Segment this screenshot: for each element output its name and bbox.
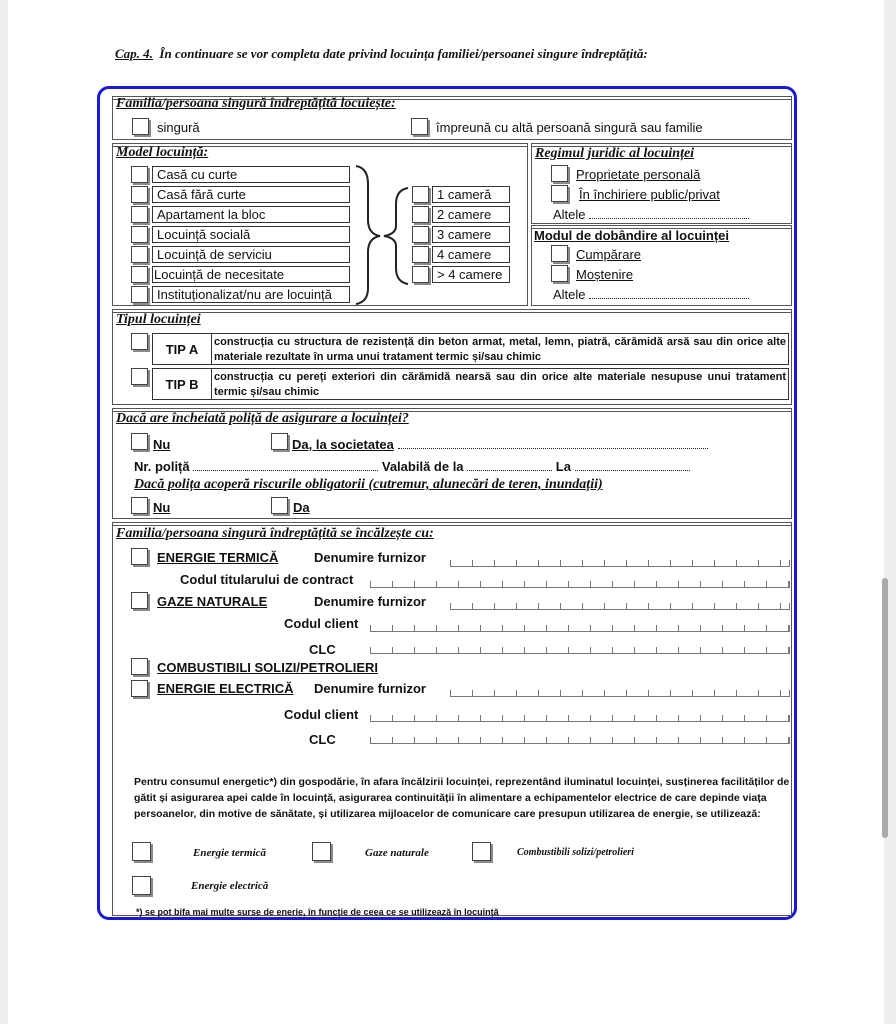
checkbox-use-solid[interactable] [472, 842, 491, 861]
label-use-gas: Gaze naturale [365, 847, 429, 859]
label-use-thermal: Energie termică [193, 847, 267, 859]
thermal-contract-label: Codul titularului de contract [180, 572, 354, 587]
label-type-3: Locuință socială [152, 226, 350, 243]
gas-clc-label: CLC [309, 642, 336, 657]
label-use-electric: Energie electrică [191, 880, 269, 892]
electric-supplier-input[interactable] [450, 684, 790, 697]
checkbox-rooms-4[interactable] [412, 266, 429, 283]
checkbox-tip-a[interactable] [131, 333, 148, 350]
living-with-title: Familia/persoana singură îndreptățită locuiește: [116, 96, 396, 111]
label-thermal: ENERGIE TERMICĂ [157, 550, 279, 565]
label-solid-fuel: COMBUSTIBILI SOLIZI/PETROLIERI [157, 660, 378, 675]
checkbox-type-6[interactable] [131, 286, 148, 303]
acquisition-other-row [553, 287, 749, 302]
valid-to-label: La [555, 459, 571, 474]
checkbox-gas[interactable] [131, 592, 148, 609]
vertical-scrollbar[interactable] [882, 578, 888, 838]
consumption-paragraph: Pentru consumul energetic*) din gospodărie, în afara încălzirii locuinței, reprezentând iluminatul locuinței, susținerea facilităților de gătit și asigurarea apei calde în locuință, asigurarea continuității în alimentare a echipamentelor electrice de care depinde viața persoanelor, din motive de sănătate, și utilizarea mijloacelor de comunicare care presupun utilizarea de energie, se utilizează: [134, 776, 790, 820]
thermal-supplier-label: Denumire furnizor [314, 550, 426, 565]
checkbox-own-property[interactable] [551, 165, 568, 182]
checkbox-thermal[interactable] [131, 548, 148, 565]
checkbox-type-3[interactable] [131, 226, 148, 243]
label-type-4: Locuință de serviciu [152, 246, 350, 263]
footnote: *) se pot bifa mai multe surse de enerie, în funcție de ceea ce se utilizează în locuință [136, 907, 499, 917]
policy-number-input[interactable] [193, 470, 378, 471]
desc-tip-a: construcția cu structura de rezistență din beton armat, metal, lemn, piatră, cărămidă arsă sau din orice alte materiale rezultate în urma unui tratament termic și/sau chimic [211, 333, 789, 365]
label-type-2: Apartament la bloc [152, 206, 350, 223]
chapter-header [115, 46, 648, 62]
label-with-others: împreună cu altă persoană singură sau familie [436, 120, 703, 135]
checkbox-tip-b[interactable] [131, 368, 148, 385]
checkbox-type-4[interactable] [131, 246, 148, 263]
electric-clc-label: CLC [309, 732, 336, 747]
brace-icon [352, 164, 412, 306]
checkbox-risk-no[interactable] [131, 497, 148, 514]
heating-title: Familia/persoana singură îndreptățită se încălzește cu: [116, 526, 434, 541]
legal-other-row [553, 207, 749, 222]
checkbox-use-thermal[interactable] [132, 842, 151, 861]
gas-clc-input[interactable] [370, 641, 790, 654]
electric-supplier-label: Denumire furnizor [314, 681, 426, 696]
label-insurance-no: Nu [153, 437, 171, 452]
checkbox-alone[interactable] [132, 118, 149, 135]
gas-client-input[interactable] [370, 619, 790, 632]
label-type-5: Locuință de necesitate [152, 266, 350, 283]
label-risk-yes: Da [293, 500, 310, 515]
insurance-company-input[interactable] [398, 448, 708, 449]
label-risk-no: Nu [153, 500, 171, 515]
checkbox-rooms-1[interactable] [412, 206, 429, 223]
acquisition-other-input[interactable] [589, 298, 749, 299]
checkbox-type-2[interactable] [131, 206, 148, 223]
acquisition-title: Modul de dobândire al locuinței [534, 228, 730, 243]
desc-tip-b: construcția cu pereți exteriori din cărămidă nearsă sau din orice alte materiale nesupuse unui tratament termic și/sau chimic [211, 368, 789, 400]
gas-supplier-label: Denumire furnizor [314, 594, 426, 609]
label-tip-a: TIP A [152, 333, 212, 365]
insurance-title: Dacă are încheiată poliță de asigurare a locuinței? [116, 411, 409, 426]
label-use-solid: Combustibili solizi/petrolieri [517, 847, 634, 858]
legal-regime-title: Regimul juridic al locuinței [535, 146, 695, 161]
label-electric: ENERGIE ELECTRICĂ [157, 681, 294, 696]
label-alone: singură [157, 120, 200, 135]
checkbox-rooms-2[interactable] [412, 226, 429, 243]
label-type-1: Casă fără curte [152, 186, 350, 203]
electric-client-input[interactable] [370, 709, 790, 722]
checkbox-rented[interactable] [551, 185, 568, 202]
thermal-contract-input[interactable] [370, 575, 790, 588]
label-rooms-4: > 4 camere [432, 266, 510, 283]
checkbox-rooms-0[interactable] [412, 186, 429, 203]
electric-clc-input[interactable] [370, 731, 790, 744]
label-rooms-2: 3 camere [432, 226, 510, 243]
housing-type-title: Tipul locuinței [116, 312, 201, 327]
gas-supplier-input[interactable] [450, 597, 790, 610]
housing-model-title: Model locuință: [116, 145, 209, 160]
checkbox-purchase[interactable] [551, 245, 568, 262]
acquisition-other-label: Altele [553, 287, 586, 302]
valid-from-input[interactable] [467, 470, 552, 471]
checkbox-type-0[interactable] [131, 166, 148, 183]
label-gas: GAZE NATURALE [157, 594, 268, 609]
checkbox-with-others[interactable] [411, 118, 428, 135]
gas-client-label: Codul client [284, 616, 359, 631]
checkbox-insurance-yes[interactable] [271, 433, 288, 450]
checkbox-risk-yes[interactable] [271, 497, 288, 514]
policy-number-label: Nr. poliță [134, 459, 190, 474]
chapter-intro: În continuare se vor completa date privind locuința familiei/persoanei singure îndreptățită: [159, 46, 648, 61]
checkbox-insurance-no[interactable] [131, 433, 148, 450]
checkbox-rooms-3[interactable] [412, 246, 429, 263]
label-rented: În închiriere public/privat [579, 187, 720, 202]
label-type-0: Casă cu curte [152, 166, 350, 183]
checkbox-type-5[interactable] [131, 266, 148, 283]
label-rooms-3: 4 camere [432, 246, 510, 263]
checkbox-type-1[interactable] [131, 186, 148, 203]
valid-to-input[interactable] [575, 470, 690, 471]
thermal-supplier-input[interactable] [450, 554, 790, 567]
label-inheritance: Moștenire [576, 267, 634, 282]
label-purchase: Cumpărare [576, 247, 642, 262]
label-type-6: Instituționalizat/nu are locuință [152, 286, 350, 303]
electric-client-label: Codul client [284, 707, 359, 722]
risk-title: Dacă polița acoperă riscurile obligatorii (cutremur, alunecări de teren, inundații) [134, 477, 603, 492]
label-rooms-0: 1 cameră [432, 186, 510, 203]
legal-other-label: Altele [553, 207, 586, 222]
checkbox-use-electric[interactable] [132, 876, 151, 895]
valid-from-label: Valabilă de la [381, 459, 464, 474]
label-rooms-1: 2 camere [432, 206, 510, 223]
checkbox-use-gas[interactable] [312, 842, 331, 861]
label-insurance-yes: Da, la societatea [292, 437, 394, 452]
checkbox-electric[interactable] [131, 680, 148, 697]
label-tip-b: TIP B [152, 368, 212, 400]
checkbox-inheritance[interactable] [551, 265, 568, 282]
insurance-company-row [292, 437, 708, 452]
label-own-property: Proprietate personală [576, 167, 701, 182]
legal-other-input[interactable] [589, 218, 749, 219]
checkbox-solid-fuel[interactable] [131, 658, 148, 675]
chapter-number: Cap. 4. [115, 46, 153, 61]
policy-row [134, 459, 690, 474]
